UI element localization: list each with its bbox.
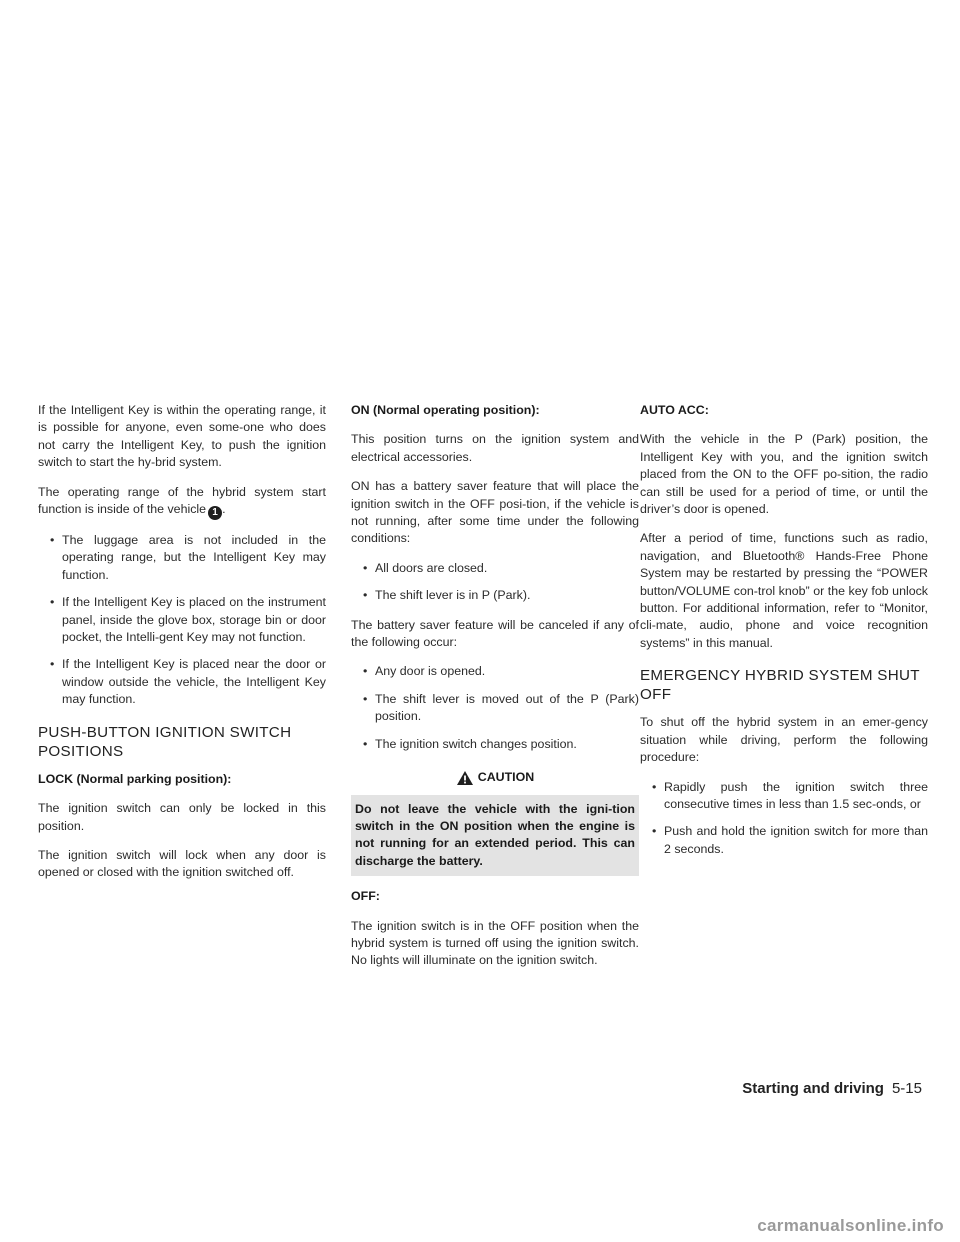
on-paragraph-2: ON has a battery saver feature that will place the ignition switch in the OFF posi-tion, if the vehicle is not running, after some time under the following conditions: bbox=[351, 479, 639, 546]
list-item: • The shift lever is moved out of the P (Park) position. bbox=[363, 691, 639, 724]
callout-marker-icon: 1 bbox=[208, 506, 222, 520]
bullet-icon: • bbox=[50, 657, 55, 672]
cancel-paragraph: The battery saver feature will be canceled if any of the following occur: bbox=[351, 617, 639, 650]
section-heading-ignition-positions: PUSH-BUTTON IGNITION SWITCH POSITIONS bbox=[38, 723, 292, 760]
bullet-icon: • bbox=[652, 779, 657, 794]
on-paragraph-1: This position turns on the ignition system and electrical accessories. bbox=[351, 432, 639, 464]
footer-section-title: Starting and driving bbox=[742, 1080, 884, 1097]
bullet-icon: • bbox=[363, 736, 368, 751]
list-item: • The ignition switch changes position. bbox=[351, 736, 639, 753]
operating-range-paragraph bbox=[38, 484, 326, 520]
operating-range-text: The operating range of the hybrid system start function is inside of the vehicle bbox=[38, 484, 326, 517]
off-title: OFF: bbox=[351, 889, 380, 904]
list-item: • Rapidly push the ignition switch three consecutive times in less than 1.5 sec-onds, or bbox=[652, 779, 928, 811]
list-item: • The luggage area is not included in the operating range, but the Intelligent Key may function. bbox=[50, 533, 326, 582]
bullet-icon: • bbox=[363, 588, 368, 603]
lock-paragraph-1: The ignition switch can only be locked in this position. bbox=[38, 801, 326, 833]
on-title: ON (Normal operating position): bbox=[351, 403, 540, 417]
list-item: • If the Intelligent Key is placed near the door or window outside the vehicle, the Intelligent Key may function. bbox=[50, 657, 326, 707]
list-item: • Push and hold the ignition switch for more than 2 seconds. bbox=[652, 824, 928, 856]
section-heading-emergency-shutoff: EMERGENCY HYBRID SYSTEM SHUT OFF bbox=[640, 667, 920, 704]
bullet-icon: • bbox=[363, 560, 368, 575]
caution-box: Do not leave the vehicle with the igni-tion switch in the ON position when the engine is not running for an extended period. This can discharge the battery. bbox=[351, 795, 639, 877]
list-item: • If the Intelligent Key is placed on the instrument panel, inside the glove box, storage bin or door pocket, the Intelli-gent Key may not function. bbox=[50, 595, 326, 645]
auto-acc-title: AUTO ACC: bbox=[640, 403, 709, 417]
column-left bbox=[38, 402, 326, 894]
caution-label: CAUTION bbox=[477, 770, 535, 785]
bullet-icon: • bbox=[50, 595, 55, 610]
column-right bbox=[640, 402, 928, 870]
list-item: • Any door is opened. bbox=[351, 663, 639, 680]
list-item: • The shift lever is in P (Park). bbox=[351, 587, 639, 604]
auto-acc-paragraph-2: After a period of time, functions such as radio, navigation, and Bluetooth® Hands-Free Phone System may be restarted by pressing the “POWER button/VOLUME con-trol knob” or the key fob unlock button. For additional information, refer to “Monitor, cli-mate, audio, phone and voice recognition systems” in this manual. bbox=[640, 531, 928, 650]
operating-range-list bbox=[38, 532, 326, 709]
caution-header bbox=[351, 769, 639, 786]
auto-acc-paragraph-1: With the vehicle in the P (Park) position, the Intelligent Key with you, and the ignition switch placed from the ON to the OFF po-sition, the radio can still be used for a period of time, or until the driver’s door is opened. bbox=[640, 432, 928, 517]
lock-title: LOCK (Normal parking position): bbox=[38, 771, 232, 786]
cancel-conditions bbox=[351, 663, 639, 753]
page-footer bbox=[742, 1080, 922, 1097]
column-middle bbox=[351, 402, 639, 982]
emergency-procedure-list bbox=[640, 779, 928, 859]
intro-paragraph: If the Intelligent Key is within the operating range, it is possible for anyone, even some-one who does not carry the Intelligent Key, to push the ignition switch to start the hy-brid system. bbox=[38, 403, 326, 470]
page-number: 5-15 bbox=[891, 1080, 922, 1097]
list-item: • All doors are closed. bbox=[351, 560, 639, 577]
bullet-icon: • bbox=[652, 824, 657, 839]
bullet-icon: • bbox=[363, 664, 368, 679]
emergency-paragraph: To shut off the hybrid system in an emer-gency situation while driving, perform the following procedure: bbox=[640, 715, 928, 765]
operating-range-end: . bbox=[222, 502, 226, 517]
battery-saver-conditions bbox=[351, 560, 639, 605]
off-paragraph: The ignition switch is in the OFF position when the hybrid system is turned off using the ignition switch. No lights will illuminate on the ignition switch. bbox=[351, 918, 639, 968]
warning-icon bbox=[456, 770, 474, 786]
bullet-icon: • bbox=[363, 691, 368, 706]
lock-paragraph-2: The ignition switch will lock when any door is opened or closed with the ignition switched off. bbox=[38, 847, 326, 880]
watermark: carmanualsonline.info bbox=[757, 1216, 944, 1235]
bullet-icon: • bbox=[50, 533, 55, 548]
